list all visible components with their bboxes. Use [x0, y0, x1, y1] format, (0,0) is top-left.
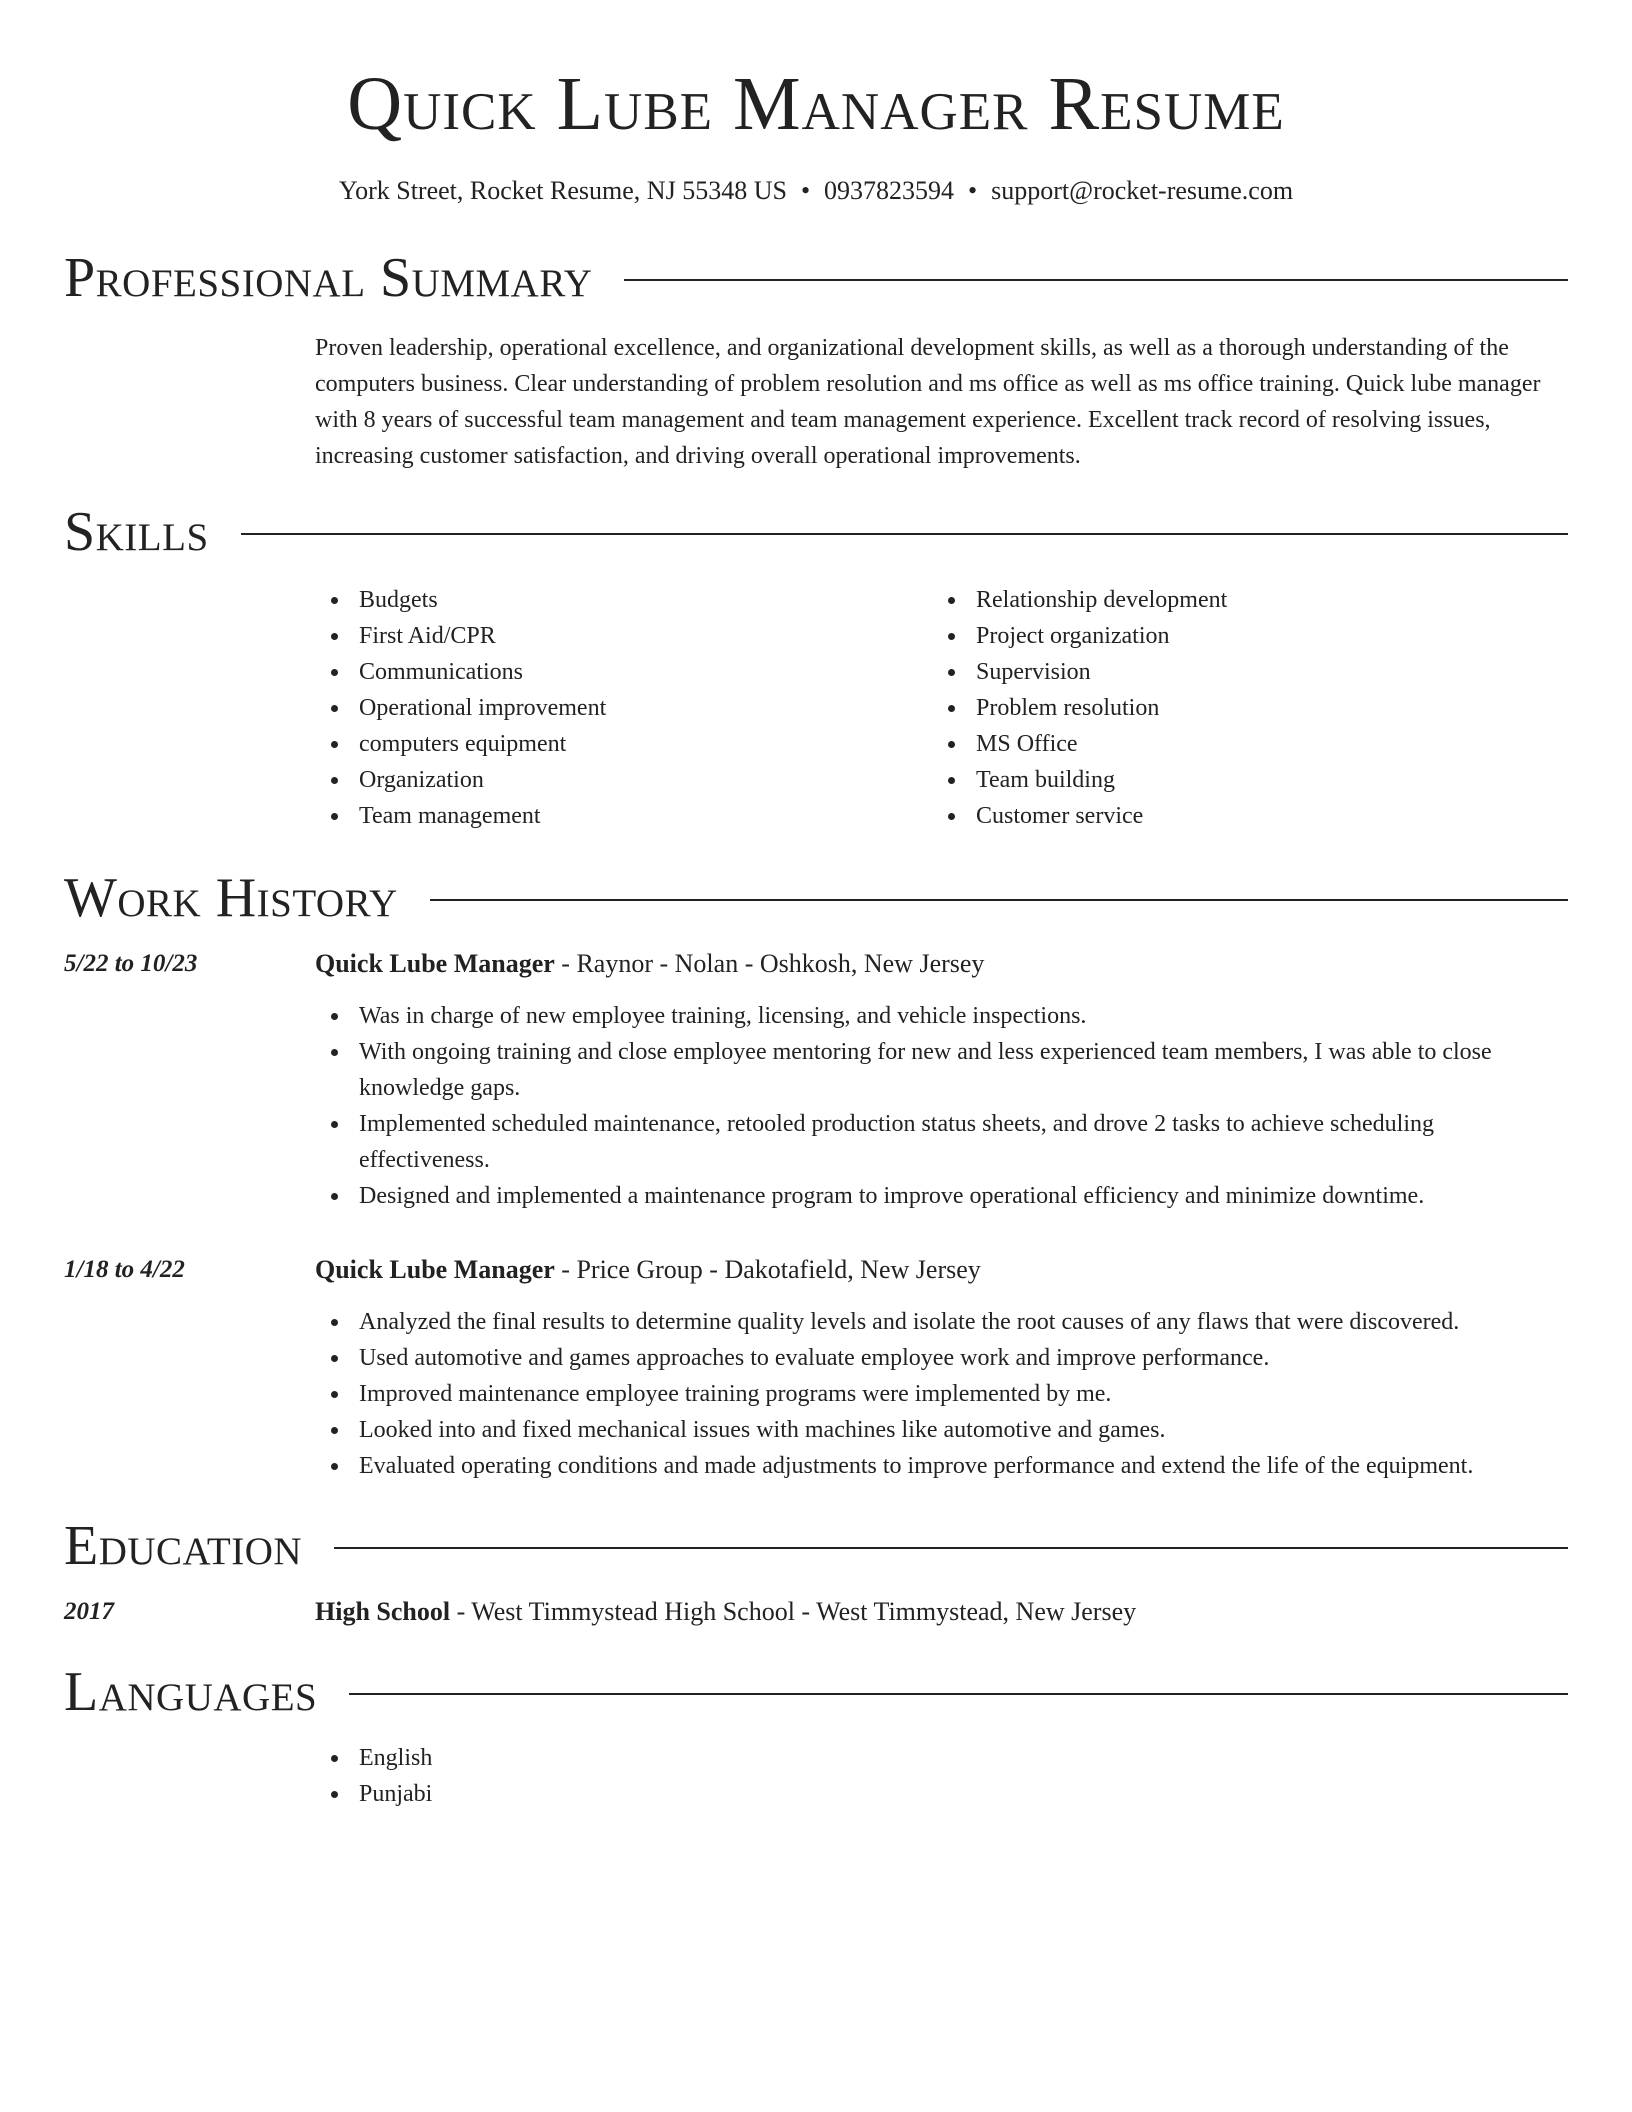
contact-email: support@rocket-resume.com	[991, 176, 1294, 205]
skills-heading: Skills	[64, 501, 209, 563]
section-divider	[430, 899, 1568, 901]
skill-item: Problem resolution	[932, 690, 1549, 726]
language-item: Punjabi	[315, 1776, 1568, 1812]
skill-item: Relationship development	[932, 582, 1549, 618]
skills-section-header	[64, 501, 1568, 563]
job-duties	[315, 1304, 1568, 1484]
summary-heading: Professional Summary	[64, 247, 593, 309]
job-title-line	[315, 946, 1568, 982]
education-entry	[64, 1594, 1568, 1630]
duty-item: Was in charge of new employee training, licensing, and vehicle inspections.	[315, 998, 1568, 1034]
skill-item: Communications	[315, 654, 932, 690]
skill-item: computers equipment	[315, 726, 932, 762]
education-heading: Education	[64, 1515, 303, 1577]
skills-list	[315, 582, 1568, 834]
job-duties	[315, 998, 1568, 1214]
job-employer: - Price Group - Dakotafield, New Jersey	[554, 1255, 981, 1284]
contact-line	[64, 178, 1568, 204]
job-dates: 1/18 to 4/22	[64, 1256, 185, 1283]
resume-title: Quick Lube Manager Resume	[347, 62, 1285, 146]
language-item: English	[315, 1740, 1568, 1776]
education-degree: High School	[315, 1597, 451, 1626]
skill-item: Operational improvement	[315, 690, 932, 726]
resume-page	[64, 0, 1568, 1812]
education-year: 2017	[64, 1598, 114, 1625]
duty-item: Evaluated operating conditions and made adjustments to improve performance and extend the life of the equipment.	[315, 1448, 1568, 1484]
languages-list	[315, 1740, 1568, 1812]
skill-item: First Aid/CPR	[315, 618, 932, 654]
skill-item: Team management	[315, 798, 932, 834]
skill-item: Budgets	[315, 582, 932, 618]
skill-item: Organization	[315, 762, 932, 798]
job-title: Quick Lube Manager	[315, 1255, 555, 1284]
skill-item: Customer service	[932, 798, 1549, 834]
duty-item: Implemented scheduled maintenance, retooled production status sheets, and drove 2 tasks to achieve scheduling effectiveness.	[315, 1106, 1568, 1178]
education-title-line	[315, 1594, 1136, 1630]
work-heading: Work History	[64, 867, 398, 929]
job-title-line	[315, 1252, 1568, 1288]
work-section-header	[64, 867, 1568, 929]
duty-item: Improved maintenance employee training programs were implemented by me.	[315, 1376, 1568, 1412]
contact-phone: 0937823594	[824, 176, 955, 205]
skill-item: Supervision	[932, 654, 1549, 690]
section-divider	[349, 1693, 1568, 1695]
job-entry	[64, 1252, 1568, 1484]
job-entry	[64, 946, 1568, 1214]
job-employer: - Raynor - Nolan - Oshkosh, New Jersey	[554, 949, 985, 978]
section-divider	[624, 279, 1568, 281]
education-section-header	[64, 1515, 1568, 1577]
skill-item: MS Office	[932, 726, 1549, 762]
summary-section-header	[64, 247, 1568, 309]
section-divider	[334, 1547, 1568, 1549]
duty-item: Looked into and fixed mechanical issues with machines like automotive and games.	[315, 1412, 1568, 1448]
languages-heading: Languages	[64, 1661, 318, 1723]
summary-text: Proven leadership, operational excellence, and organizational development skills, as well as a thorough understanding of the computers business. Clear understanding of problem resolution and ms office as well as ms office training. Quick lube manager with 8 years of successful team management and team management experience. Excellent track record of resolving issues, increasing customer satisfaction, and driving overall operational improvements.	[315, 335, 1541, 469]
duty-item: Used automotive and games approaches to evaluate employee work and improve performance.	[315, 1340, 1568, 1376]
contact-separator: •	[800, 176, 811, 205]
skills-column-right	[932, 582, 1549, 834]
section-divider	[241, 533, 1568, 535]
languages-section-header	[64, 1661, 1568, 1723]
duty-item: With ongoing training and close employee mentoring for new and less experienced team members, I was able to close knowledge gaps.	[315, 1034, 1568, 1106]
skill-item: Project organization	[932, 618, 1549, 654]
duty-item: Designed and implemented a maintenance program to improve operational efficiency and minimize downtime.	[315, 1178, 1568, 1214]
skills-column-left	[315, 582, 932, 834]
skill-item: Team building	[932, 762, 1549, 798]
contact-address: York Street, Rocket Resume, NJ 55348 US	[338, 176, 787, 205]
job-dates: 5/22 to 10/23	[64, 950, 198, 977]
contact-separator: •	[968, 176, 978, 205]
education-school: - West Timmystead High School - West Timmystead, New Jersey	[450, 1597, 1137, 1626]
job-title: Quick Lube Manager	[315, 949, 555, 978]
duty-item: Analyzed the final results to determine quality levels and isolate the root causes of any flaws that were discovered.	[315, 1304, 1568, 1340]
